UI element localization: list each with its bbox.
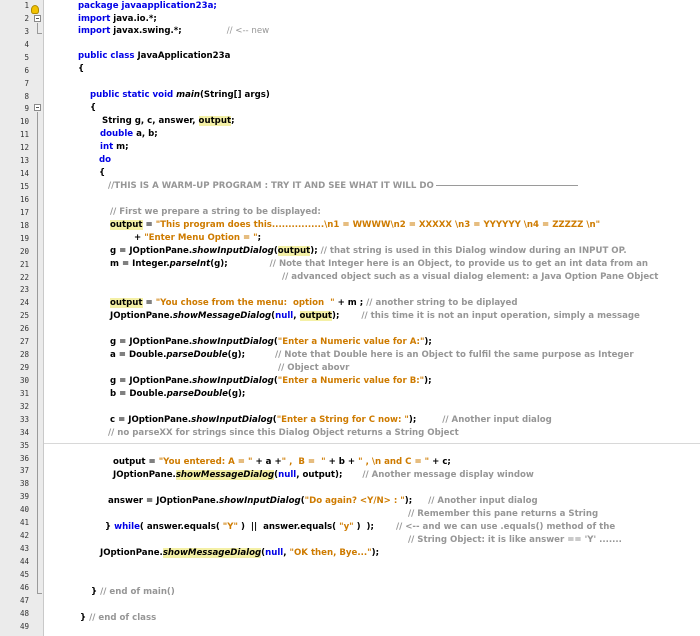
- code-text: );: [408, 415, 417, 425]
- code-line-1[interactable]: [78, 0, 700, 12]
- code-text: );: [310, 246, 318, 256]
- line-number[interactable]: 1: [24, 1, 29, 10]
- code-text: a, b;: [133, 129, 158, 139]
- comment: // <-- and we can use .equals() method of the: [395, 522, 616, 532]
- line-number[interactable]: 43: [19, 544, 29, 554]
- line-number-gutter[interactable]: [0, 0, 44, 636]
- fold-line: [37, 23, 38, 33]
- fold-toggle-icon[interactable]: [34, 104, 41, 111]
- code-text: (: [273, 337, 278, 347]
- highlighted-variable: output: [110, 220, 143, 230]
- code-text: (: [272, 415, 277, 425]
- code-text: g = JOptionPane.: [110, 246, 193, 256]
- code-text: );: [404, 496, 413, 506]
- string-literal: "You chose from the menu: option ": [155, 298, 335, 308]
- line-number[interactable]: 34: [19, 427, 29, 437]
- line-number[interactable]: 12: [19, 143, 29, 153]
- code-text: a = Double.: [110, 350, 167, 360]
- line-number[interactable]: 9: [24, 104, 29, 114]
- line-number[interactable]: 25: [19, 311, 29, 321]
- line-number[interactable]: 33: [19, 414, 29, 424]
- comment: // First we prepare a string to be displayed:: [110, 207, 321, 217]
- comment: // Note that Double here is an Object to fulfil the same purpose as Integer: [275, 350, 634, 360]
- string-literal: "Do again? <Y/N> : ": [304, 496, 405, 506]
- code-text: g = JOptionPane.: [110, 337, 193, 347]
- code-text: javax.swing.*;: [110, 26, 182, 36]
- string-literal: "Enter a Numeric value for A:": [277, 337, 425, 347]
- string-literal: "Y": [222, 522, 238, 532]
- method-name: parseInt: [169, 259, 211, 269]
- line-number[interactable]: 37: [19, 466, 29, 476]
- code-line-41[interactable]: [105, 521, 700, 533]
- code-text: + b +: [325, 457, 359, 467]
- code-text: (: [261, 548, 266, 558]
- code-text: (g);: [227, 389, 246, 399]
- line-number[interactable]: 2: [24, 13, 29, 23]
- code-line-3[interactable]: [78, 25, 700, 37]
- fold-end: [37, 593, 42, 594]
- keyword: null: [278, 470, 297, 480]
- comment: // end of class: [89, 613, 157, 623]
- highlighted-variable: output: [110, 298, 143, 308]
- line-number[interactable]: 46: [19, 582, 29, 592]
- code-text: (: [271, 311, 276, 321]
- code-line-46[interactable]: [91, 586, 700, 598]
- separator: [44, 443, 700, 444]
- code-line-30[interactable]: [110, 375, 700, 387]
- line-number[interactable]: 47: [19, 595, 29, 605]
- keyword: null: [265, 548, 284, 558]
- code-line-14[interactable]: [99, 167, 700, 179]
- line-number[interactable]: 48: [19, 608, 29, 618]
- code-line-28[interactable]: [110, 349, 700, 361]
- method-name: parseDouble: [166, 389, 228, 399]
- fold-line: [37, 112, 38, 593]
- comment: // Another input dialog: [442, 415, 552, 425]
- code-text: b = Double.: [110, 389, 167, 399]
- code-line-39[interactable]: [108, 495, 700, 507]
- method-name: showInputDialog: [192, 376, 274, 386]
- highlighted-variable: output: [277, 246, 311, 256]
- code-line-18[interactable]: [110, 219, 700, 231]
- code-text: m;: [113, 142, 129, 152]
- comment: // no parseXX for strings since this Dialog Object returns a String Object: [108, 428, 459, 438]
- line-number[interactable]: 49: [19, 621, 29, 631]
- code-line-15[interactable]: [108, 180, 700, 192]
- code-text: =: [142, 298, 156, 308]
- code-text: m = Integer.: [110, 259, 170, 269]
- brace: }: [91, 587, 98, 597]
- code-line-27[interactable]: [110, 336, 700, 348]
- code-text: answer = JOptionPane.: [108, 496, 220, 506]
- line-number[interactable]: 21: [19, 259, 29, 269]
- comment: // <-- new: [226, 26, 270, 36]
- keyword: import: [78, 14, 111, 24]
- comment: // that string is used in this Dialog window during an INPUT OP.: [320, 246, 627, 256]
- code-line-48[interactable]: [80, 612, 700, 624]
- code-text: ;: [257, 233, 262, 243]
- code-line-33[interactable]: [110, 414, 700, 426]
- code-text: }: [105, 522, 115, 532]
- method-name: showMessageDialog: [172, 311, 272, 321]
- line-number[interactable]: 24: [19, 298, 29, 308]
- keyword: null: [275, 311, 294, 321]
- string-literal: "This program does this................\n1 = WWWW\n2 = XXXXX \n3 = YYYYYY \n4 = ZZZZZ \n": [155, 220, 601, 230]
- keyword: double: [100, 129, 134, 139]
- line-number[interactable]: 22: [19, 272, 29, 282]
- lightbulb-icon[interactable]: [31, 5, 39, 14]
- code-line-20[interactable]: [110, 245, 700, 257]
- line-number[interactable]: 26: [19, 324, 29, 334]
- package-declaration: package javaapplication23a;: [78, 1, 217, 11]
- string-literal: "Enter a Numeric value for B:": [277, 376, 425, 386]
- code-text: (String[] args): [200, 90, 270, 100]
- code-text: ) || answer.equals(: [237, 522, 340, 532]
- method-name: showInputDialog: [192, 246, 274, 256]
- line-number[interactable]: 17: [19, 207, 29, 217]
- highlighted-variable: output: [198, 116, 232, 126]
- comment: // Another message display window: [362, 470, 534, 480]
- keyword: while: [114, 522, 140, 532]
- highlighted-variable: output: [299, 311, 333, 321]
- highlighted-method: showMessageDialog: [175, 470, 275, 480]
- line-number[interactable]: 28: [19, 350, 29, 360]
- code-text: );: [371, 548, 380, 558]
- code-line-36[interactable]: [113, 456, 700, 468]
- line-number[interactable]: 39: [19, 492, 29, 502]
- code-text: (g);: [210, 259, 228, 269]
- line-number[interactable]: 31: [19, 388, 29, 398]
- string-literal: " , B = ": [281, 457, 326, 467]
- line-number[interactable]: 40: [19, 505, 29, 515]
- code-text: JOptionPane.: [113, 470, 176, 480]
- line-number[interactable]: 18: [19, 220, 29, 230]
- code-text: (g);: [227, 350, 246, 360]
- brace: {: [78, 64, 85, 74]
- line-number[interactable]: 36: [19, 453, 29, 463]
- code-text: java.io.*;: [110, 14, 157, 24]
- string-literal: "Enter Menu Option = ": [144, 233, 258, 243]
- code-text: (: [273, 376, 278, 386]
- line-number[interactable]: 45: [19, 569, 29, 579]
- code-text: );: [332, 311, 340, 321]
- code-text: JOptionPane.: [100, 548, 163, 558]
- code-line-10[interactable]: [102, 115, 700, 127]
- line-number[interactable]: 19: [19, 233, 29, 243]
- code-text: + m ;: [334, 298, 364, 308]
- brace: }: [80, 613, 87, 623]
- code-line-17[interactable]: [110, 206, 700, 218]
- code-line-22[interactable]: [282, 271, 700, 283]
- code-text: =: [142, 220, 156, 230]
- code-text: (: [274, 470, 279, 480]
- code-text: ( answer.equals(: [139, 522, 223, 532]
- fold-toggle-icon[interactable]: [34, 15, 41, 22]
- code-line-13[interactable]: [99, 154, 700, 166]
- line-number[interactable]: 10: [19, 117, 29, 127]
- line-number[interactable]: 13: [19, 156, 29, 166]
- string-literal: "OK then, Bye...": [289, 548, 372, 558]
- code-text: +: [134, 233, 145, 243]
- code-line-31[interactable]: [110, 388, 700, 400]
- code-text: output =: [113, 457, 159, 467]
- keyword: public static void: [90, 90, 174, 100]
- line-number[interactable]: 35: [19, 440, 29, 450]
- code-text: );: [424, 376, 432, 386]
- brace: {: [99, 168, 106, 178]
- code-text: String g, c, answer,: [102, 116, 199, 126]
- code-line-43[interactable]: [100, 547, 700, 559]
- line-number[interactable]: 11: [19, 130, 29, 140]
- fold-end: [37, 33, 42, 34]
- brace: {: [90, 103, 97, 113]
- code-line-25[interactable]: [110, 310, 700, 322]
- code-text: ,: [293, 311, 300, 321]
- code-text: );: [424, 337, 432, 347]
- code-text: + c;: [429, 457, 451, 467]
- code-text: ,: [283, 548, 290, 558]
- line-number[interactable]: 4: [24, 39, 29, 49]
- comment: // Object abovr: [278, 363, 350, 373]
- method-name: parseDouble: [166, 350, 228, 360]
- comment: // Remember this pane returns a String: [408, 509, 599, 519]
- code-text: JOptionPane.: [110, 311, 173, 321]
- code-line-40[interactable]: [408, 508, 700, 520]
- method-name: main: [176, 90, 200, 100]
- code-line-37[interactable]: [113, 469, 700, 481]
- comment: // Another input dialog: [428, 496, 538, 506]
- keyword: import: [78, 26, 111, 36]
- code-text: , output);: [296, 470, 343, 480]
- method-name: showInputDialog: [219, 496, 301, 506]
- code-line-2[interactable]: [78, 13, 700, 25]
- code-line-8[interactable]: [90, 89, 700, 101]
- line-number[interactable]: 41: [19, 518, 29, 528]
- line-number[interactable]: 29: [19, 363, 29, 373]
- code-line-12[interactable]: [100, 141, 700, 153]
- code-text: (: [273, 246, 278, 256]
- comment-rule: [436, 185, 578, 186]
- string-literal: "y": [339, 522, 354, 532]
- string-literal: " , \n and C = ": [358, 457, 430, 467]
- line-number[interactable]: 15: [19, 182, 29, 192]
- code-line-9[interactable]: [90, 102, 700, 114]
- line-number[interactable]: 30: [19, 375, 29, 385]
- highlighted-method: showMessageDialog: [162, 548, 262, 558]
- comment: // String Object: it is like answer == 'Y' .......: [408, 535, 622, 545]
- line-number[interactable]: 16: [19, 194, 29, 204]
- class-name: JavaApplication23a: [134, 51, 231, 61]
- code-text: ;: [231, 116, 235, 126]
- keyword: do: [99, 155, 112, 165]
- line-number[interactable]: 23: [19, 285, 29, 295]
- line-number[interactable]: 32: [19, 401, 29, 411]
- keyword: public class: [78, 51, 135, 61]
- line-number[interactable]: 14: [19, 169, 29, 179]
- line-number[interactable]: 27: [19, 337, 29, 347]
- method-name: showInputDialog: [192, 337, 274, 347]
- comment: //THIS IS A WARM-UP PROGRAM : TRY IT AND SEE WHAT IT WILL DO: [108, 181, 434, 191]
- code-line-5[interactable]: [78, 50, 700, 62]
- code-line-19[interactable]: [134, 232, 700, 244]
- line-number[interactable]: 44: [19, 556, 29, 566]
- line-number[interactable]: 5: [24, 52, 29, 62]
- comment: // advanced object such as a visual dialog element: a Java Option Pane Object: [282, 272, 659, 282]
- code-text: c = JOptionPane.: [110, 415, 192, 425]
- string-literal: "Enter a String for C now: ": [276, 415, 409, 425]
- keyword: int: [100, 142, 114, 152]
- line-number[interactable]: 3: [24, 26, 29, 36]
- line-number[interactable]: 42: [19, 531, 29, 541]
- line-number[interactable]: 20: [19, 246, 29, 256]
- string-literal: "You entered: A = ": [158, 457, 253, 467]
- code-line-42[interactable]: [408, 534, 700, 546]
- code-line-24[interactable]: [110, 297, 700, 309]
- comment: // this time it is not an input operation, simply a message: [361, 311, 640, 321]
- method-name: showInputDialog: [191, 415, 273, 425]
- line-number[interactable]: 6: [24, 65, 29, 75]
- comment: // Note that Integer here is an Object, to provide us to get an int data from an: [269, 259, 649, 269]
- line-number[interactable]: 8: [24, 91, 29, 101]
- code-text: g = JOptionPane.: [110, 376, 193, 386]
- code-text: ) );: [353, 522, 374, 532]
- code-line-6[interactable]: [78, 63, 700, 75]
- line-number[interactable]: 7: [24, 78, 29, 88]
- code-line-11[interactable]: [100, 128, 700, 140]
- code-text: + a +: [252, 457, 282, 467]
- code-text: (: [300, 496, 305, 506]
- comment: // another string to be diplayed: [366, 298, 518, 308]
- comment: // end of main(): [100, 587, 175, 597]
- code-line-21[interactable]: [110, 258, 700, 270]
- code-line-34[interactable]: [108, 427, 700, 439]
- code-line-29[interactable]: [278, 362, 700, 374]
- line-number[interactable]: 38: [19, 479, 29, 489]
